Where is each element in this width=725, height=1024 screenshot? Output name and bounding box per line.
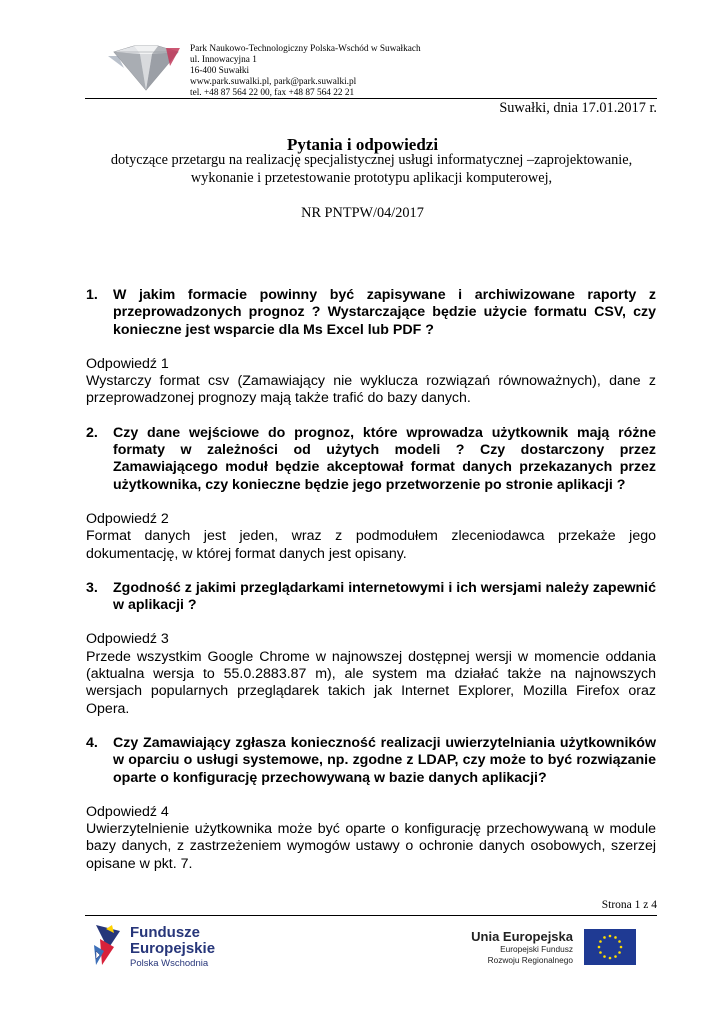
ue-line1: Unia Europejska — [471, 929, 573, 944]
header-address — [190, 44, 421, 99]
eu-star — [614, 936, 617, 939]
question-number: 3. — [86, 579, 98, 596]
question — [86, 580, 656, 615]
document-date: Suwałki, dnia 17.01.2017 r. — [499, 100, 657, 116]
footer-divider — [85, 915, 657, 916]
question-number: 2. — [86, 424, 98, 441]
question-text: W jakim formacie powinny być zapisywane i archiwizowane raporty z przeprowadzonych prognoz ? Wystarczające będzie użycie formatu CSV, czy konieczne jest wsparcie dla Ms Excel lub PDF ? — [113, 287, 656, 338]
answer-text: Format danych jest jeden, wraz z podmodułem zleceniodawca przekaże jego dokumentację, w której format danych jest opisany. — [86, 528, 656, 562]
diamond-logo-icon — [104, 44, 188, 94]
document-number: NR PNTPW/04/2017 — [301, 205, 424, 221]
eu-star — [599, 940, 602, 943]
address-line: www.park.suwalki.pl, park@park.suwalki.pl — [190, 77, 357, 87]
answer-label: Odpowiedź 1 — [86, 355, 169, 372]
eu-star — [609, 957, 612, 960]
eu-star — [598, 946, 601, 949]
fundusze-europejskie-logo-icon — [92, 921, 124, 969]
address-line: Park Naukowo-Technologiczny Polska-Wschód w Suwałkach — [190, 44, 421, 54]
fe-line2: Europejskie — [130, 940, 216, 957]
answer-label: Odpowiedź 2 — [86, 510, 169, 527]
qa-list — [86, 287, 656, 890]
question-number: 1. — [86, 287, 98, 303]
question — [86, 735, 656, 787]
answer-label: Odpowiedź 3 — [86, 631, 169, 648]
question-text: Czy Zamawiający zgłasza konieczność realizacji uwierzytelniania użytkowników w oparciu o usługi systemowe, np. zgodne z LDAP, czy może to być rozwiązanie oparte o konfigurację przechowywaną w bazie danych aplikacji? — [113, 734, 656, 786]
question-number: 4. — [86, 734, 98, 751]
answer-text: Przede wszystkim Google Chrome w najnowszej dostępnej wersji w momencie oddania (aktualna wersja to 55.0.2883.87 m), ale system ma działać także na najnowszych wersjach popularnych przeglądarek takich jak Internet Explorer, Mozilla Firefox oraz Opera. — [86, 648, 656, 717]
qa-item — [86, 287, 656, 408]
subtitle-line: wykonanie i przetestowanie prototypu aplikacji komputerowej, — [190, 169, 553, 186]
answer-text: Wystarczy format csv (Zamawiający nie wyklucza rozwiązań równoważnych), dane z przeprowadzonej prognozy mają także trafić do bazy danych. — [86, 373, 656, 407]
header-divider — [85, 98, 657, 99]
eu-star — [618, 940, 621, 943]
question-text: Zgodność z jakimi przeglądarkami internetowymi i ich wersjami należy zapewnić w aplikacji ? — [113, 579, 656, 614]
eu-flag-icon — [584, 929, 636, 965]
document-title: Pytania i odpowiedzi — [286, 135, 439, 154]
subtitle-line: dotyczące przetargu na realizację specjalistycznej usługi informatycznej –zaprojektowanie, — [110, 152, 633, 168]
eu-star — [603, 936, 606, 939]
eu-star — [620, 946, 623, 949]
question — [86, 425, 656, 494]
ue-line2: Europejski Fundusz — [500, 944, 573, 954]
qa-item — [86, 735, 656, 873]
eu-star — [603, 955, 606, 958]
document-subtitle — [60, 152, 683, 187]
question-text: Czy dane wejściowe do prognoz, które wprowadza użytkownik mają różne formaty w zależności od użytych modeli ? Czy dostarczony przez Zamawiającego moduł będzie akceptował format danych przekazanych przez użytkownika, czy konieczne będzie jego przetworzenie po stronie aplikacji ? — [113, 424, 656, 493]
address-line: tel. +48 87 564 22 00, fax +48 87 564 22 21 — [190, 88, 355, 98]
eu-star — [618, 951, 621, 954]
fundusze-europejskie-text — [130, 925, 215, 970]
question — [86, 287, 656, 339]
address-line: ul. Innowacyjna 1 — [190, 55, 257, 65]
unia-europejska-text — [471, 929, 573, 966]
answer-label: Odpowiedź 4 — [86, 803, 169, 820]
ue-line3: Rozwoju Regionalnego — [487, 955, 573, 965]
eu-star — [614, 955, 617, 958]
address-line: 16-400 Suwałki — [190, 66, 250, 76]
page-number: Strona 1 z 4 — [601, 899, 657, 911]
fe-line1: Fundusze — [130, 924, 200, 941]
answer-text: Uwierzytelnienie użytkownika może być oparte o konfigurację przechowywaną w module bazy danych, z zastrzeżeniem wymogów ustawy o ochronie danych osobowych, szerzej opisane w pkt. 7. — [86, 821, 656, 872]
qa-item — [86, 580, 656, 718]
eu-star — [599, 951, 602, 954]
eu-star — [609, 935, 612, 938]
qa-item — [86, 425, 656, 563]
fe-line3: Polska Wschodnia — [130, 958, 209, 969]
